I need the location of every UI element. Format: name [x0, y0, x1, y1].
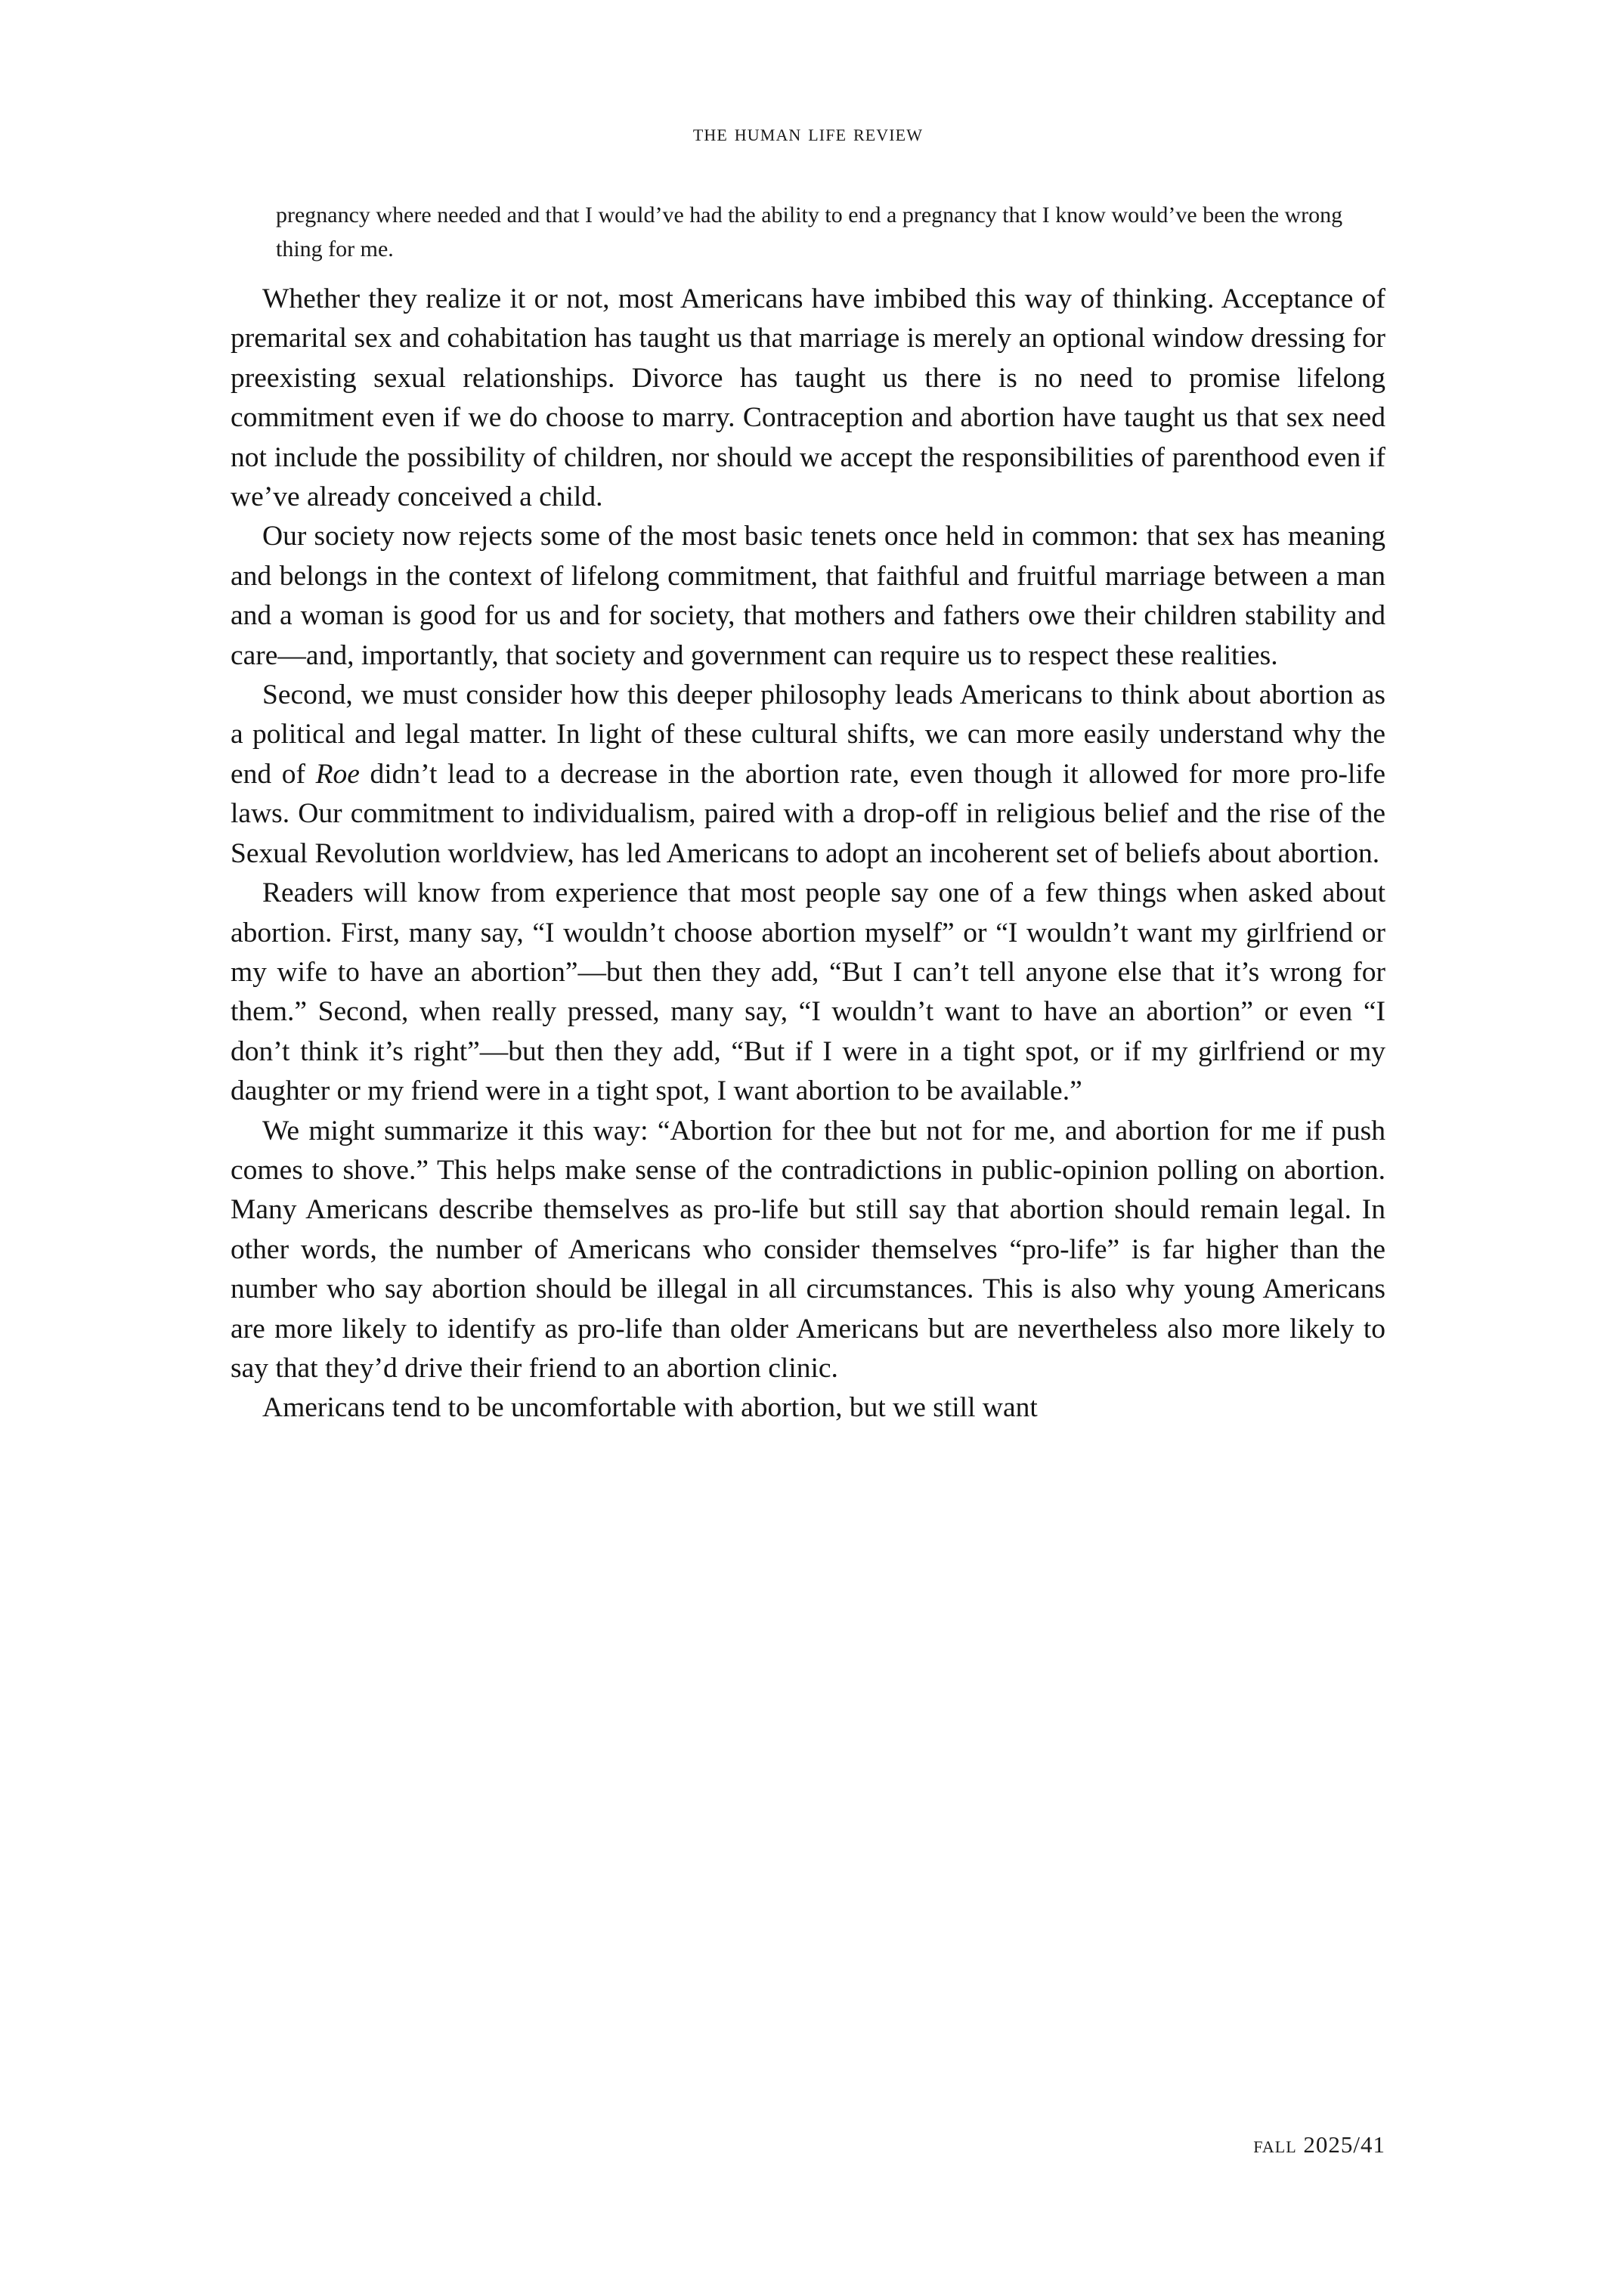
- text-column: [231, 198, 1385, 1428]
- running-head: the human life review: [692, 119, 924, 146]
- paragraph-6: Americans tend to be uncomfortable with abortion, but we still want: [262, 1392, 1038, 1424]
- block-quote: pregnancy where needed and that I would’ve had the ability to end a pregnancy that I know would’ve been the wrong thing for me.: [276, 203, 1343, 261]
- page-footer: fall 2025/41: [1253, 2131, 1385, 2158]
- paragraph-3: [231, 676, 1385, 874]
- paragraph-1: Whether they realize it or not, most Americans have imbibed this way of thinking. Acceptance of premarital sex and cohabitation has taught us that marriage is merely an optional window dressing for preexisting sexual relationships. Divorce has taught us there is no need to promise lifelong commitment even if we do choose to marry. Contraception and abortion have taught us that sex need not include the possibility of children, nor should we accept the responsibilities of parenthood even if we’ve already conceived a child.: [231, 283, 1385, 513]
- case-citation-roe: Roe: [315, 758, 360, 790]
- paragraph-5: We might summarize it this way: “Abortion for thee but not for me, and abortion for me if push comes to shove.” This helps make sense of the contradictions in public-opinion polling on abortion. Many Americans describe themselves as pro-life but still say that abortion should remain legal. In other words, the number of Americans who consider themselves “pro-life” is far higher than the number who say abortion should be illegal in all circumstances. This is also why young Americans are more likely to identify as pro-life than older Americans but are nevertheless also more likely to say that they’d drive their friend to an abortion clinic.: [231, 1115, 1385, 1384]
- paragraph-3-text-after-citation: didn’t lead to a decrease in the abortion rate, even though it allowed for more pro-life laws. Our commitment to individualism, paired with a drop-off in religious belief and the rise of the Sexual Revolution worldview, has led Americans to adopt an incoherent set of beliefs about abortion.: [231, 758, 1385, 869]
- paragraph-3-text-before-citation: Second, we must consider how this deeper philosophy leads Americans to think about abortion as a political and legal matter. In light of these cultural shifts, we can more easily understand why the end of: [231, 679, 1385, 790]
- paragraph-2: Our society now rejects some of the most basic tenets once held in common: that sex has meaning and belongs in the context of lifelong commitment, that faithful and fruitful marriage between a man and a woman is good for us and for society, that mothers and fathers owe their children stability and care—and, importantly, that society and government can require us to respect these realities.: [231, 521, 1385, 671]
- paragraph-4: Readers will know from experience that most people say one of a few things when asked about abortion. First, many say, “I wouldn’t choose abortion myself” or “I wouldn’t want my girlfriend or my wife to have an abortion”—but then they add, “But I can’t tell anyone else that it’s wrong for them.” Second, when really pressed, many say, “I wouldn’t want to have an abortion” or even “I don’t think it’s right”—but then they add, “But if I were in a tight spot, or if my girlfriend or my daughter or my friend were in a tight spot, I want abortion to be available.”: [231, 877, 1385, 1107]
